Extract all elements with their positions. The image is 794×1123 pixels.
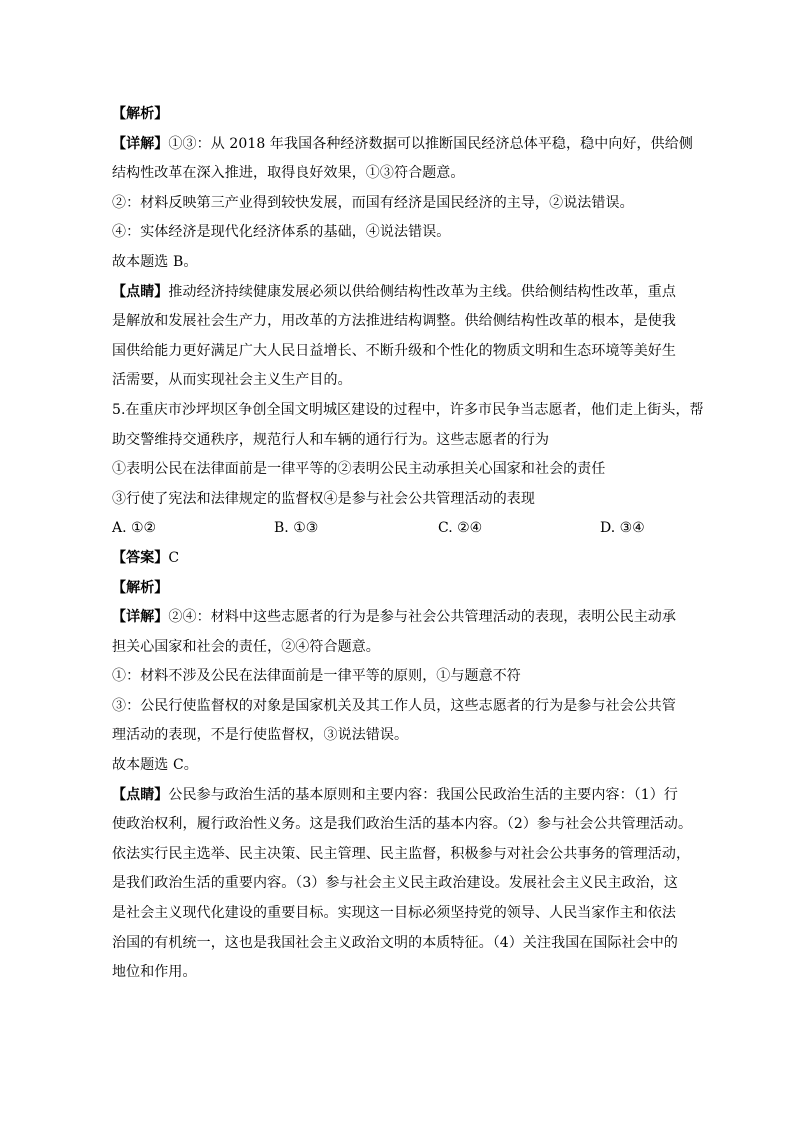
answer-value: C [168,549,180,566]
point-paragraph-line: 治国的有机统一，这也是我国社会主义政治文明的本质特征。（4）关注我国在国际社会中的 [112,934,679,951]
point-tag: 【点睛】 [112,786,169,803]
analysis-tag: 【解析】 [112,579,169,596]
point-paragraph-line [112,278,688,308]
option-d: D. ③④ [600,520,645,537]
point-paragraph-line: 依法实行民主选举、民主决策、民主管理、民主监督，积极参与对社会公共事务的管理活动， [112,845,691,862]
question-stem-line: 5.在重庆市沙坪坝区争创全国文明城区建设的过程中，许多市民争当志愿者，他们走上街头，帮 [112,401,704,418]
explanation-line: ③：公民行使监督权的对象是国家机关及其工作人员，这些志愿者的行为是参与社会公共管 [112,697,676,714]
option-c: C. ②④ [438,520,483,537]
point-paragraph-line: 是解放和发展社会生产力，用改革的方法推进结构调整。供给侧结构性改革的根本，是使我 [112,313,676,330]
detail-paragraph-line [112,603,688,633]
question-item-line: ③行使了宪法和法律规定的监督权④是参与社会公共管理活动的表现 [112,490,535,507]
point-paragraph-line: 使政治权利，履行政治性义务。这是我们政治生活的基本内容。（2）参与社会公共管理活动。 [112,816,693,833]
answer-conclusion: 故本题选 B。 [112,253,198,270]
point-paragraph-line: 活需要，从而实现社会主义生产目的。 [112,372,352,389]
detail-paragraph-line [112,130,693,160]
answer-tag: 【答案】 [112,549,169,566]
point-paragraph-line: 地位和作用。 [112,964,197,981]
analysis-heading [112,100,688,130]
option-b: B. ①③ [274,520,319,537]
point-text: 推动经济持续健康发展必须以供给侧结构性改革为主线。供给侧结构性改革，重点 [168,283,677,300]
answer-conclusion: 故本题选 C。 [112,757,198,774]
detail-tag: 【详解】 [112,609,169,626]
answer-line [112,544,688,574]
detail-text: ②④：材料中这些志愿者的行为是参与社会公共管理活动的表现，表明公民主动承 [168,609,677,626]
point-paragraph-line: 是社会主义现代化建设的重要目标。实现这一目标必须坚持党的领导、人民当家作主和依法 [112,905,676,922]
option-a: A. ①② [112,520,157,537]
point-paragraph-line: 国供给能力更好满足广大人民日益增长、不断升级和个性化的物质文明和生态环境等美好生 [112,342,676,359]
explanation-line: 理活动的表现，不是行使监督权，③说法错误。 [112,727,409,744]
point-paragraph-line [112,781,688,811]
document-page [112,100,704,988]
point-paragraph-line: 是我们政治生活的重要内容。（3）参与社会主义民主政治建设。发展社会主义民主政治，这 [112,875,679,892]
point-text: 公民参与政治生活的基本原则和主要内容：我国公民政治生活的主要内容：（1）行 [168,786,679,803]
explanation-line: ②：材料反映第三产业得到较快发展，而国有经济是国民经济的主导，②说法错误。 [112,194,634,211]
detail-tag: 【详解】 [112,135,169,152]
analysis-tag: 【解析】 [112,106,169,122]
explanation-line: ①：材料不涉及公民在法律面前是一律平等的原则，①与题意不符 [112,668,521,685]
question-item-line: ①表明公民在法律面前是一律平等的②表明公民主动承担关心国家和社会的责任 [112,461,606,478]
detail-paragraph-line: 结构性改革在深入推进，取得良好效果，①③符合题意。 [112,165,465,182]
analysis-heading [112,574,688,604]
answer-options [112,514,688,544]
detail-paragraph-line: 担关心国家和社会的责任，②④符合题意。 [112,638,380,655]
point-tag: 【点睛】 [112,283,169,300]
detail-text: ①③：从 2018 年我国各种经济数据可以推断国民经济总体平稳，稳中向好，供给侧 [168,135,693,152]
explanation-line: ④：实体经济是现代化经济体系的基础，④说法错误。 [112,224,451,241]
question-stem-line: 助交警维持交通秩序，规范行人和车辆的通行行为。这些志愿者的行为 [112,431,550,448]
